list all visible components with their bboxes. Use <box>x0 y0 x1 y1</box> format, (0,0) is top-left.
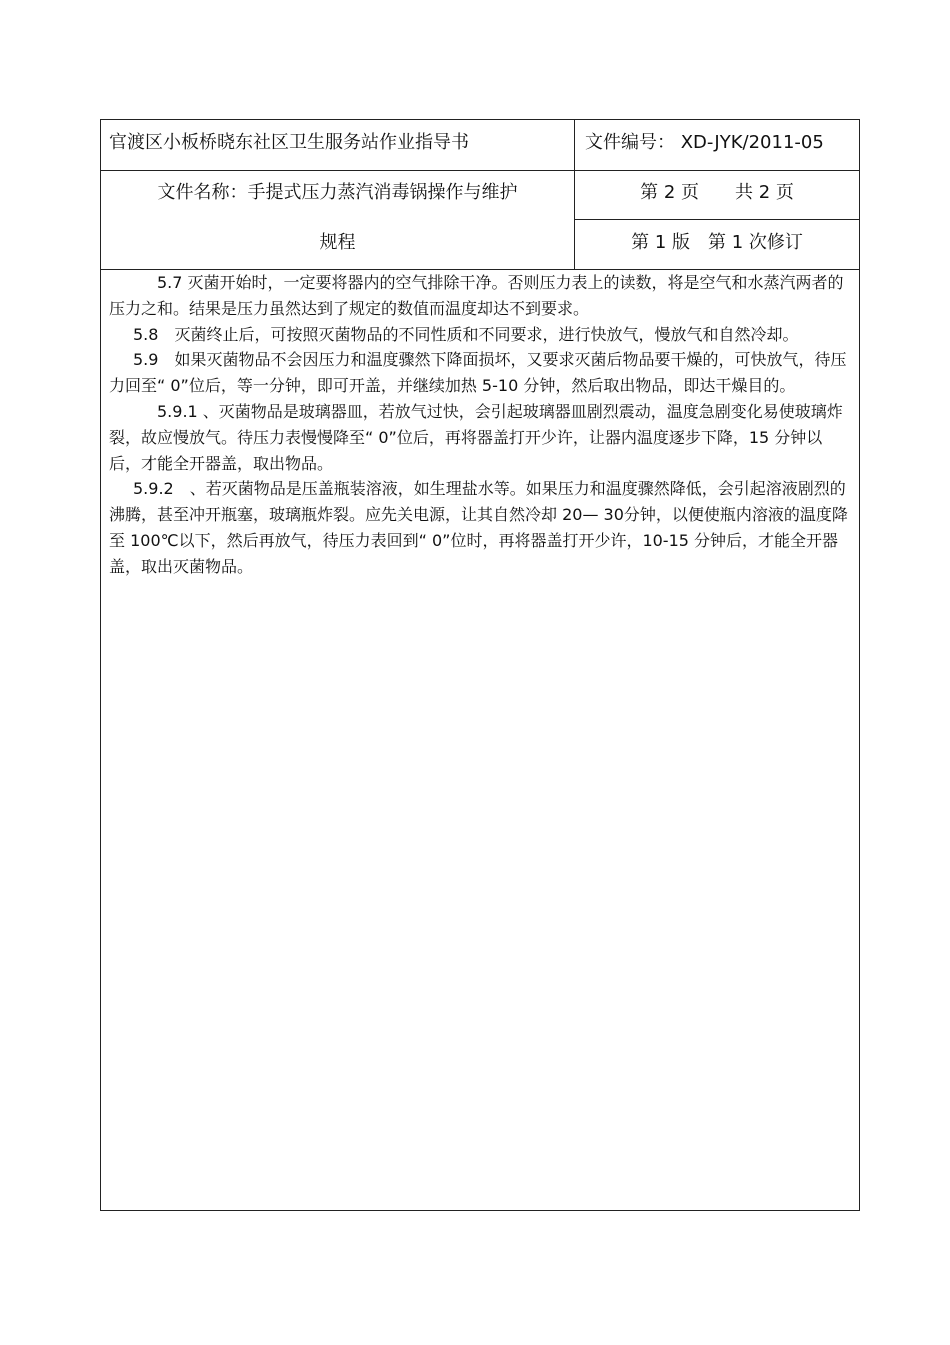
page-info: 第 2 页 共 2 页 <box>640 182 794 203</box>
document-number: 文件编号： XD-JYK/2011-05 <box>585 132 824 153</box>
paragraph-5-7: 5.7 灭菌开始时，一定要将器内的空气排除干净。否则压力表上的读数，将是空气和水蒸汽两者的压力之和。结果是压力虽然达到了规定的数值而温度却达不到要求。 <box>109 273 844 318</box>
header-row-divider <box>101 170 859 171</box>
document-name-line2: 规程 <box>319 232 356 253</box>
paragraph-5-9-2: 5.9.2 、若灭菌物品是压盖瓶装溶液，如生理盐水等。如果压力和温度骤然降低，会引起溶液剧烈的沸腾，甚至冲开瓶塞，玻璃瓶炸裂。应先关电源，让其自然冷却 20— 30分钟，以便使瓶内溶液的温度降至 100℃以下，然后再放气，待压力表回到“ 0”位时，再将器盖打开少许，10-15 分钟后，才能全开器盖，取出灭菌物品。 <box>109 479 848 576</box>
paragraph-5-9: 5.9 如果灭菌物品不会因压力和温度骤然下降面损坏，又要求灭菌后物品要干燥的，可快放气，待压力回至“ 0”位后，等一分钟，即可开盖，并继续加热 5-10 分钟，然后取出物品，即达干燥目的。 <box>109 350 847 396</box>
document-body <box>109 270 853 580</box>
version-info: 第 1 版 第 1 次修订 <box>631 232 803 253</box>
paragraph-5-9-1: 5.9.1 、灭菌物品是玻璃器皿，若放气过快，会引起玻璃器皿剧烈震动，温度急剧变化易使玻璃炸裂，故应慢放气。待压力表慢慢降至“ 0”位后，再将器盖打开少许，让器内温度逐步下降，15 分钟以后，才能全开器盖，取出物品。 <box>109 401 843 473</box>
document-table <box>100 119 860 1211</box>
org-title: 官渡区小板桥晓东社区卫生服务站作业指导书 <box>109 132 469 153</box>
document-name-line1: 文件名称：手提式压力蒸汽消毒锅操作与维护 <box>157 182 518 203</box>
paragraph-5-8: 5.8 灭菌终止后，可按照灭菌物品的不同性质和不同要求，进行快放气，慢放气和自然冷却。 <box>133 324 799 344</box>
right-cell-divider <box>574 219 859 220</box>
